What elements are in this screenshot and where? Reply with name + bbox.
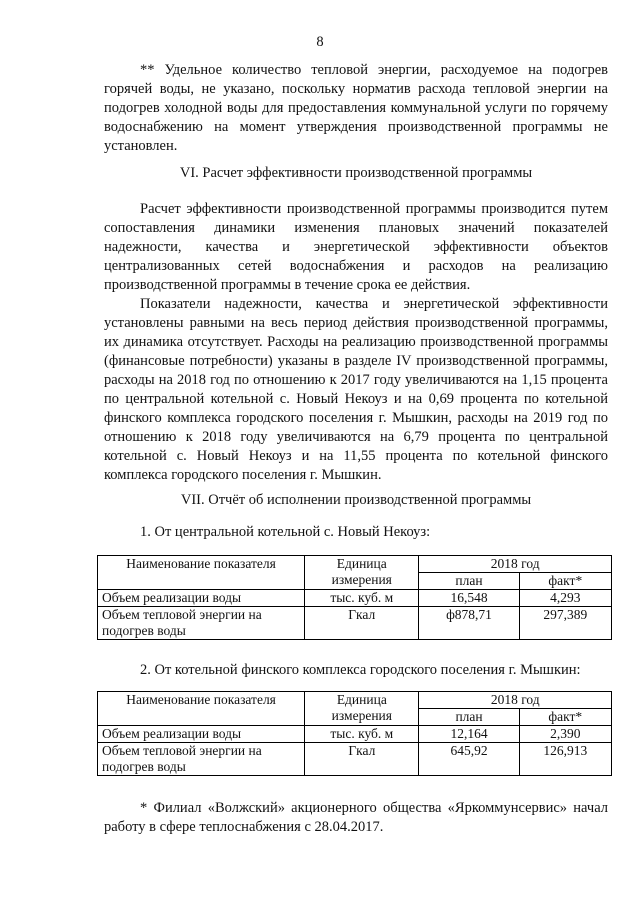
section-6-paragraph-2: Показатели надежности, качества и энергетической эффективности установлены равными на весь период действия производственной программы, их динамика отсутствует. Расходы на реализацию производственной программы (финансовые потребности) указаны в разделе IV производственной программы, расходы на 2018 год по отношению к 2017 году увеличиваются на 1,15 процента по центральной котельной с. Новый Некоуз и на 0,69 процента по котельной финского комплекса городского поселения г. Мышкин, расходы на 2019 год по отношению к 2018 году увеличиваются на 6,79 процента по центральной котельной с. Новый Некоуз и на 11,55 процента по котельной финского комплекса городского поселения г. Мышкин. xyxy=(104,296,608,483)
row-name: Объем тепловой энергии на подогрев воды xyxy=(98,607,305,640)
report-table-2 xyxy=(97,691,612,776)
row-name: Объем реализации воды xyxy=(98,726,305,743)
header-fact: факт* xyxy=(519,709,611,726)
header-year: 2018 год xyxy=(419,556,612,573)
row-fact: 2,390 xyxy=(519,726,611,743)
header-fact: факт* xyxy=(519,573,611,590)
row-unit: тыс. куб. м xyxy=(305,590,419,607)
section-7-subheading-1: 1. От центральной котельной с. Новый Некоуз: xyxy=(140,524,431,540)
page-number: 8 xyxy=(316,34,324,50)
row-plan: 16,548 xyxy=(419,590,519,607)
footnote-double-star: ** Удельное количество тепловой энергии, расходуемое на подогрев горячей воды, не указано, поскольку норматив расхода тепловой энергии на подогрев холодной воды для предоставления коммунальной услуги по горячему водоснабжению на момент утверждения производственной программы не установлен. xyxy=(104,62,608,154)
row-fact: 4,293 xyxy=(519,590,611,607)
header-name: Наименование показателя xyxy=(98,556,305,590)
row-unit: Гкал xyxy=(305,743,419,776)
table-header-row xyxy=(98,556,612,573)
table-row xyxy=(98,726,612,743)
row-plan: 645,92 xyxy=(419,743,519,776)
footnote-single-star: * Филиал «Волжский» акционерного общества «Яркоммунсервис» начал работу в сфере теплоснабжения с 28.04.2017. xyxy=(104,800,608,835)
header-name: Наименование показателя xyxy=(98,692,305,726)
row-unit: тыс. куб. м xyxy=(305,726,419,743)
row-plan: 12,164 xyxy=(419,726,519,743)
table-row xyxy=(98,607,612,640)
section-6-heading: VI. Расчет эффективности производственной программы xyxy=(179,165,533,181)
row-name: Объем реализации воды xyxy=(98,590,305,607)
table-row xyxy=(98,590,612,607)
header-plan: план xyxy=(419,573,519,590)
report-table-1 xyxy=(97,555,612,640)
row-fact: 126,913 xyxy=(519,743,611,776)
row-plan: ф878,71 xyxy=(419,607,519,640)
header-unit: Единица измерения xyxy=(305,556,419,590)
section-6-paragraph-1: Расчет эффективности производственной программы производится путем сопоставления динамики изменения плановых значений показателей надежности, качества и энергетической эффективности объектов централизованных сетей водоснабжения и расходов на реализацию производственной программы в течение срока ее действия. xyxy=(104,201,608,293)
header-year: 2018 год xyxy=(419,692,612,709)
header-unit: Единица измерения xyxy=(305,692,419,726)
row-fact: 297,389 xyxy=(519,607,611,640)
table-row xyxy=(98,743,612,776)
row-unit: Гкал xyxy=(305,607,419,640)
header-plan: план xyxy=(419,709,519,726)
row-name: Объем тепловой энергии на подогрев воды xyxy=(98,743,305,776)
table-header-row xyxy=(98,692,612,709)
section-7-heading: VII. Отчёт об исполнении производственной программы xyxy=(180,492,532,508)
section-7-subheading-2: 2. От котельной финского комплекса городского поселения г. Мышкин: xyxy=(140,662,581,678)
